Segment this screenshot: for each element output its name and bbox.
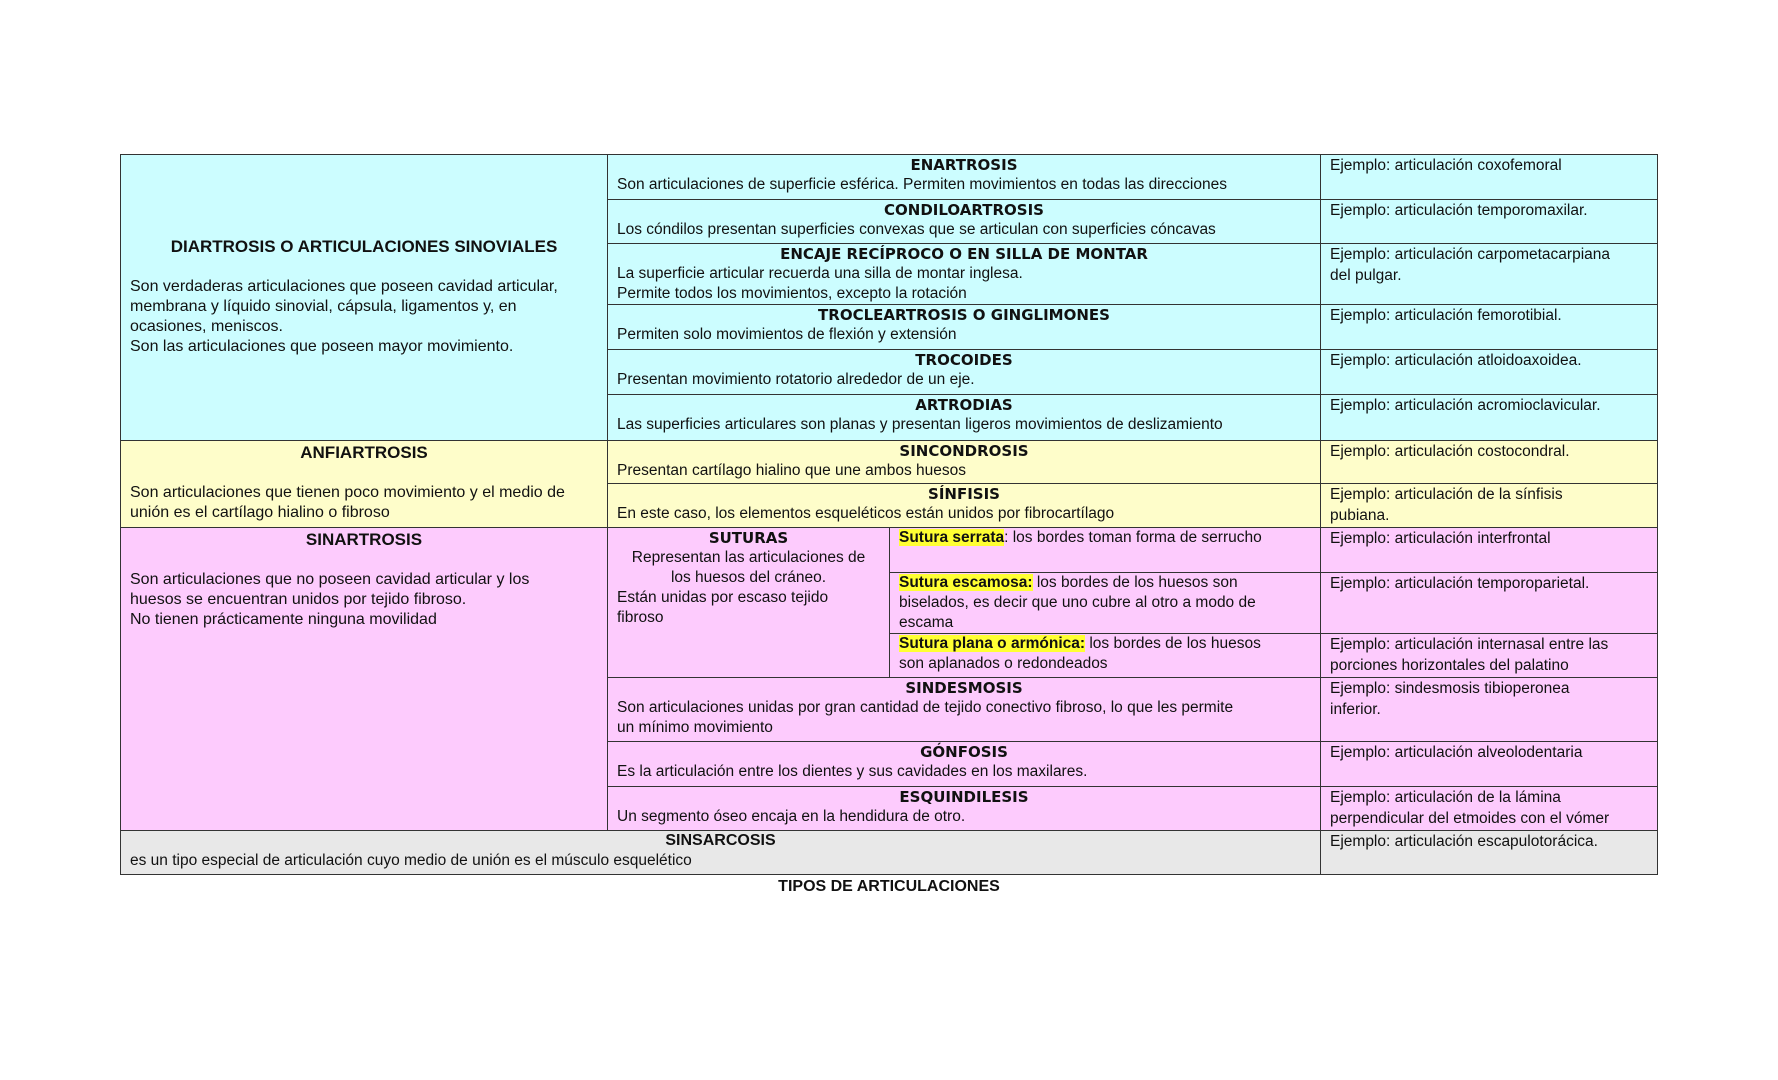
- sutura-desc: los bordes toman forma de serrucho: [1008, 529, 1262, 546]
- example-text: Ejemplo: articulación acromioclavicular.: [1330, 397, 1601, 414]
- example-text: inferior.: [1330, 701, 1381, 718]
- type-desc: Las superficies articulares son planas y presentan ligeros movimientos de deslizamiento: [617, 416, 1223, 433]
- type-desc: Los cóndilos presentan superficies convexas que se articulan con superficies cóncavas: [617, 221, 1216, 238]
- type-desc: Es la articulación entre los dientes y sus cavidades en los maxilares.: [617, 763, 1088, 780]
- group-desc-line: No tienen prácticamente ninguna movilidad: [130, 611, 437, 628]
- type-encaje-reciproco: [607, 243, 1321, 305]
- example-text: Ejemplo: articulación de la lámina: [1330, 789, 1561, 806]
- example-text: Ejemplo: articulación coxofemoral: [1330, 157, 1562, 174]
- group-anfiartrosis: [120, 440, 608, 528]
- type-desc: En este caso, los elementos esqueléticos están unidos por fibrocartílago: [617, 505, 1115, 522]
- type-desc: Presentan movimiento rotatorio alrededor de un eje.: [617, 371, 975, 388]
- type-gonfosis: [607, 741, 1321, 787]
- type-name: SUTURAS: [708, 529, 789, 547]
- type-sincondrosis: [607, 440, 1321, 484]
- type-desc: Son articulaciones unidas por gran cantidad de tejido conectivo fibroso, lo que les permite: [617, 699, 1234, 716]
- type-desc: Permiten solo movimientos de flexión y extensión: [617, 326, 957, 343]
- sutura-text: [890, 634, 1320, 654]
- sutura-desc: biselados, es decir que uno cubre al otro a modo de: [899, 594, 1256, 611]
- type-name: GÓNFOSIS: [920, 743, 1008, 761]
- example-cell: [1320, 394, 1658, 441]
- type-name: ENARTROSIS: [910, 156, 1018, 174]
- group-desc-line: unión es el cartílago hialino o fibroso: [130, 504, 390, 521]
- type-desc: Presentan cartílago hialino que une ambos huesos: [617, 462, 966, 479]
- example-cell: [1320, 440, 1658, 484]
- example-cell: [1320, 199, 1658, 244]
- example-cell: [1320, 304, 1658, 350]
- example-text: perpendicular del etmoides con el vómer: [1330, 810, 1610, 827]
- type-desc: Un segmento óseo encaja en la hendidura de otro.: [617, 808, 966, 825]
- type-enartrosis: [607, 154, 1321, 200]
- type-name: ESQUINDILESIS: [899, 788, 1029, 806]
- example-text: porciones horizontales del palatino: [1330, 657, 1569, 674]
- sutura-desc: escama: [899, 614, 954, 631]
- sutura-label: Sutura serrata: [899, 529, 1005, 546]
- type-artrodias: [607, 394, 1321, 441]
- group-desc-line: huesos se encuentran unidos por tejido fibroso.: [130, 591, 467, 608]
- group-desc-line: ocasiones, meniscos.: [130, 318, 283, 335]
- example-cell: [1320, 154, 1658, 200]
- sutura-desc: son aplanados o redondeados: [899, 655, 1108, 672]
- type-name: TROCOIDES: [915, 351, 1013, 369]
- example-text: Ejemplo: articulación costocondral.: [1330, 443, 1570, 460]
- example-text: Ejemplo: articulación temporoparietal.: [1330, 575, 1590, 592]
- type-desc: Están unidas por escaso tejido: [617, 589, 829, 606]
- group-title: DIARTROSIS O ARTICULACIONES SINOVIALES: [170, 237, 558, 256]
- type-name: ENCAJE RECÍPROCO O EN SILLA DE MONTAR: [780, 245, 1148, 263]
- example-text: Ejemplo: articulación alveolodentaria: [1330, 744, 1583, 761]
- sutura-desc: los bordes de los huesos son: [1032, 574, 1238, 591]
- group-desc-line: Son articulaciones que tienen poco movimiento y el medio de: [130, 484, 565, 501]
- type-name: SINSARCOSIS: [665, 832, 776, 849]
- example-text: Ejemplo: articulación atloidoaxoidea.: [1330, 352, 1582, 369]
- example-cell: [1320, 349, 1658, 395]
- sutura-desc: los bordes de los huesos: [1085, 635, 1261, 652]
- group-diartrosis: [120, 154, 608, 441]
- group-desc-line: membrana y líquido sinovial, cápsula, ligamentos y, en: [130, 298, 517, 315]
- type-desc: Permite todos los movimientos, excepto la rotación: [617, 285, 967, 302]
- type-name: SINCONDROSIS: [899, 442, 1029, 460]
- example-cell: [1320, 483, 1658, 528]
- group-title: ANFIARTROSIS: [300, 443, 428, 462]
- type-desc: Representan las articulaciones de: [631, 549, 866, 566]
- sutura-text: [890, 528, 1320, 548]
- group-desc-line: Son articulaciones que no poseen cavidad articular y los: [130, 571, 530, 588]
- example-cell: [1320, 677, 1658, 742]
- example-cell: [1320, 830, 1658, 875]
- type-esquindilesis: [607, 786, 1321, 831]
- type-condiloartrosis: [607, 199, 1321, 244]
- example-text: Ejemplo: articulación femorotibial.: [1330, 307, 1562, 324]
- table-caption: TIPOS DE ARTICULACIONES: [778, 878, 1000, 895]
- example-cell: [1320, 243, 1658, 305]
- example-text: Ejemplo: sindesmosis tibioperonea: [1330, 680, 1570, 697]
- group-desc-line: Son verdaderas articulaciones que poseen cavidad articular,: [130, 278, 558, 295]
- type-name: CONDILOARTROSIS: [884, 201, 1044, 219]
- type-trocoides: [607, 349, 1321, 395]
- example-cell: [1320, 741, 1658, 787]
- sutura-label: Sutura escamosa:: [899, 574, 1033, 591]
- example-text: Ejemplo: articulación de la sínfisis: [1330, 486, 1563, 503]
- example-text: Ejemplo: articulación internasal entre las: [1330, 636, 1609, 653]
- type-desc: los huesos del cráneo.: [670, 569, 827, 586]
- type-sinsarcosis: [120, 830, 1321, 875]
- sutura-serrata: [889, 527, 1321, 573]
- type-desc: es un tipo especial de articulación cuyo medio de unión es el músculo esquelético: [130, 852, 692, 869]
- group-title: SINARTROSIS: [305, 530, 423, 549]
- example-text: Ejemplo: articulación temporomaxilar.: [1330, 202, 1588, 219]
- type-trocleartrosis: [607, 304, 1321, 350]
- type-name: TROCLEARTROSIS O GINGLIMONES: [818, 306, 1110, 324]
- sutura-plana: [889, 633, 1321, 678]
- type-desc: un mínimo movimiento: [617, 719, 773, 736]
- sutura-escamosa: [889, 572, 1321, 634]
- example-text: del pulgar.: [1330, 267, 1402, 284]
- type-desc: fibroso: [617, 609, 664, 626]
- type-sinfisis: [607, 483, 1321, 528]
- example-cell: [1320, 527, 1658, 573]
- example-cell: [1320, 786, 1658, 831]
- type-name: SINDESMOSIS: [905, 679, 1023, 697]
- type-name: SÍNFISIS: [928, 485, 1000, 503]
- example-text: Ejemplo: articulación interfrontal: [1330, 530, 1551, 547]
- example-text: Ejemplo: articulación escapulotorácica.: [1330, 833, 1598, 850]
- example-text: Ejemplo: articulación carpometacarpiana: [1330, 246, 1611, 263]
- type-desc: Son articulaciones de superficie esférica. Permiten movimientos en todas las direcciones: [617, 176, 1227, 193]
- example-cell: [1320, 572, 1658, 634]
- type-sindesmosis: [607, 677, 1321, 742]
- type-suturas: [607, 527, 890, 678]
- group-sinartrosis: [120, 527, 608, 831]
- group-desc-line: Son las articulaciones que poseen mayor movimiento.: [130, 338, 514, 355]
- sutura-text: [890, 573, 1320, 593]
- example-cell: [1320, 633, 1658, 678]
- sutura-sep: :: [1004, 529, 1009, 546]
- type-desc: La superficie articular recuerda una silla de montar inglesa.: [617, 265, 1023, 282]
- sutura-label: Sutura plana o armónica:: [899, 635, 1086, 652]
- type-name: ARTRODIAS: [915, 396, 1013, 414]
- example-text: pubiana.: [1330, 507, 1390, 524]
